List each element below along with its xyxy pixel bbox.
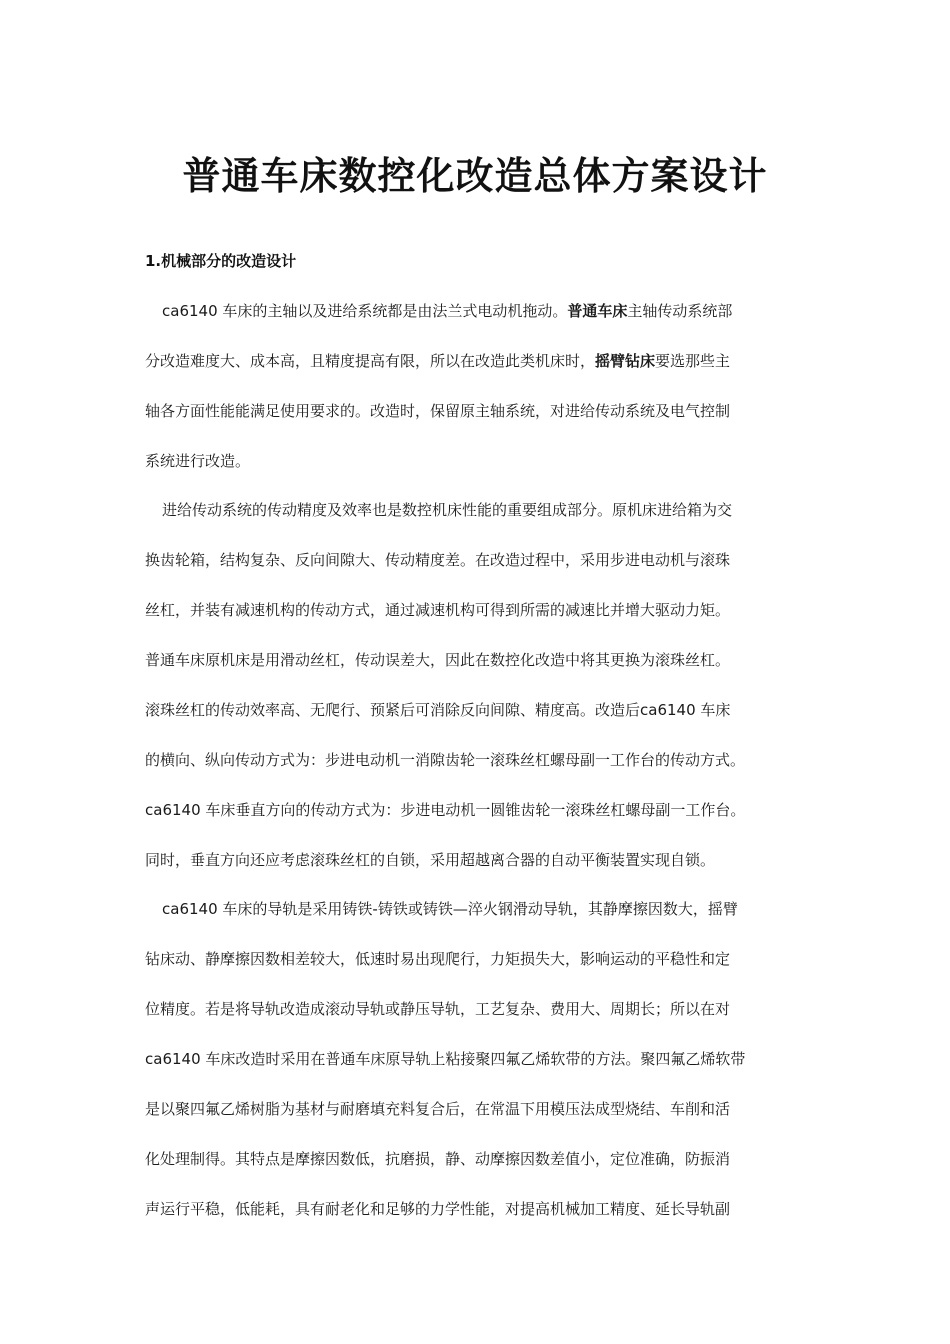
- keyword-link: 普通车床: [567, 302, 628, 320]
- paragraph-line: 进给传动系统的传动精度及效率也是数控机床性能的重要组成部分。原机床进给箱为交: [162, 501, 733, 519]
- keyword-link: 摇臂钻床: [595, 352, 656, 370]
- line-text: 车床的主轴以及进给系统都是由法兰式电动机拖动。: [217, 302, 568, 320]
- paragraph-line: 普通车床原机床是用滑动丝杠，传动误差大，因此在数控化改造中将其更换为滚珠丝杠。: [145, 651, 731, 669]
- line-text: -: [372, 900, 378, 918]
- line-text: 滚珠丝杠的传动效率高、无爬行、预紧后可消除反向间隙、精度高。改造后: [145, 701, 641, 719]
- paragraph-line: 的横向、纵向传动方式为：步进电动机一消隙齿轮一滚珠丝杠螺母副一工作台的传动方式。: [145, 751, 746, 769]
- paragraph-line: 钻床动、静摩擦因数相差较大，低速时易出现爬行，力矩损失大，影响运动的平稳性和定: [145, 950, 731, 968]
- line-text: 要选那些主: [655, 352, 731, 370]
- paragraph-line: 化处理制得。其特点是摩擦因数低，抗磨损，静、动摩擦因数差值小，定位准确，防振消: [145, 1150, 731, 1168]
- line-text: 主轴传动系统部: [627, 302, 733, 320]
- line-text: 车床: [695, 701, 731, 719]
- paragraph-line: 是以聚四氟乙烯树脂为基材与耐磨填充料复合后，在常温下用模压法成型烧结、车削和活: [145, 1100, 731, 1118]
- line-text: 车床垂直方向的传动方式为：步进电动机一圆锥齿轮一滚珠丝杠螺母副一工作台。: [200, 801, 746, 819]
- line-text: ca6140: [162, 302, 218, 320]
- paragraph-line: [145, 896, 815, 922]
- section-heading: 1.机械部分的改造设计: [145, 252, 297, 270]
- paragraph-line: [145, 298, 815, 324]
- paragraph-line: [145, 348, 815, 374]
- paragraph-line: 声运行平稳，低能耗，具有耐老化和足够的力学性能，对提高机械加工精度、延长导轨副: [145, 1200, 731, 1218]
- line-text: ca6140: [145, 1050, 201, 1068]
- paragraph-line: 丝杠，并装有减速机构的传动方式，通过减速机构可得到所需的减速比并增大驱动力矩。: [145, 601, 731, 619]
- paragraph-line: 同时，垂直方向还应考虑滚珠丝杠的自锁，采用超越离合器的自动平衡装置实现自锁。: [145, 851, 716, 869]
- line-text: ca6140: [145, 801, 201, 819]
- paragraph-line: [145, 797, 815, 823]
- line-text: 铸铁或铸铁—淬火钢滑动导轨，其静摩擦因数大，摇臂: [377, 900, 738, 918]
- line-text: 车床改造时采用在普通车床原导轨上粘接聚四氟乙烯软带的方法。聚四氟乙烯软带: [200, 1050, 746, 1068]
- line-text: 车床的导轨是采用铸铁: [217, 900, 373, 918]
- line-text: ca6140: [640, 701, 696, 719]
- paragraph-line: [145, 1046, 815, 1072]
- paragraph-line: 位精度。若是将导轨改造成滚动导轨或静压导轨，工艺复杂、费用大、周期长；所以在对: [145, 1000, 731, 1018]
- line-text: ca6140: [162, 900, 218, 918]
- paragraph-line: 系统进行改造。: [145, 452, 251, 470]
- line-text: 分改造难度大、成本高，且精度提高有限，所以在改造此类机床时，: [145, 352, 596, 370]
- paragraph-line: 换齿轮箱，结构复杂、反向间隙大、传动精度差。在改造过程中，采用步进电动机与滚珠: [145, 551, 731, 569]
- document-title: 普通车床数控化改造总体方案设计: [182, 153, 768, 198]
- paragraph-line: 轴各方面性能能满足使用要求的。改造时，保留原主轴系统，对进给传动系统及电气控制: [145, 402, 731, 420]
- paragraph-line: [145, 697, 815, 723]
